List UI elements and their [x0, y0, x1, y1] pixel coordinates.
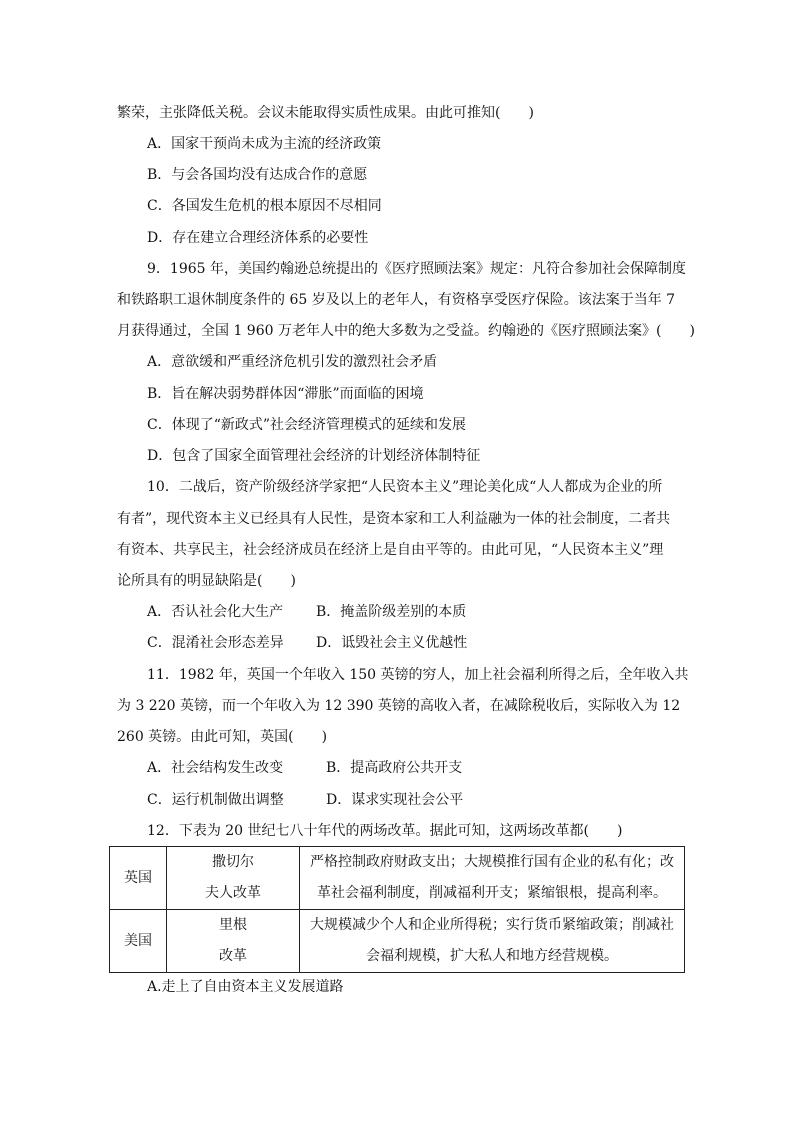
table-cell-country: 美国	[110, 910, 167, 973]
table-cell-content: 严格控制政府财政支出；大规模推行国有企业的私有化；改 革社会福利制度，削减福利开支；紧缩银根，提高利率。	[300, 847, 685, 910]
table-cell-reform: 撒切尔 夫人改革	[167, 847, 300, 910]
q11-stem-line-2: 为 3 220 英镑，而一个年收入为 12 390 英镑的高收入者，在减除税收后，实际收入为 12	[117, 698, 681, 714]
q11-stem-line-1: 11．1982 年，英国一个年收入 150 英镑的穷人，加上社会福利所得之后，全年收入共	[147, 667, 689, 683]
q10-stem-line-1: 10．二战后，资产阶级经济学家把“人民资本主义”理论美化成“人人都成为企业的所	[147, 479, 663, 495]
q10-option-b[interactable]: B．掩盖阶级差别的本质	[316, 604, 467, 620]
q8-option-a[interactable]: A．国家干预尚未成为主流的经济政策	[147, 136, 382, 152]
q10-stem-line-2: 有者”，现代资本主义已经具有人民性，是资本家和工人利益融为一体的社会制度，二者共	[117, 511, 671, 527]
q11-option-b[interactable]: B．提高政府公共开支	[326, 760, 463, 776]
table-cell-content: 大规模减少个人和企业所得税；实行货币紧缩政策；削减社 会福利规模，扩大私人和地方经营规模。	[300, 910, 685, 973]
q9-stem-line-2: 和铁路职工退休制度条件的 65 岁及以上的老年人，有资格享受医疗保险。该法案于当年 7	[117, 292, 676, 308]
q10-option-a[interactable]: A．否认社会化大生产	[147, 604, 284, 620]
table-row	[110, 910, 685, 973]
q9-option-c[interactable]: C．体现了“新政式”社会经济管理模式的延续和发展	[147, 417, 467, 433]
q8-option-b[interactable]: B．与会各国均没有达成合作的意愿	[147, 167, 368, 183]
q10-option-d[interactable]: D．诋毁社会主义优越性	[316, 635, 468, 651]
q8-option-c[interactable]: C．各国发生危机的根本原因不尽相同	[147, 198, 382, 214]
q12-option-a[interactable]: A.走上了自由资本主义发展道路	[147, 979, 344, 995]
q9-option-a[interactable]: A．意欲缓和严重经济危机引发的激烈社会矛盾	[147, 354, 438, 370]
q12-stem: 12．下表为 20 世纪七八十年代的两场改革。据此可知，这两场改革都( )	[147, 823, 623, 839]
table-row	[110, 847, 685, 910]
q11-stem-line-3: 260 英镑。由此可知，英国( )	[117, 729, 328, 745]
q11-option-c[interactable]: C．运行机制做出调整	[147, 792, 284, 808]
table-cell-reform: 里根 改革	[167, 910, 300, 973]
table-cell-country: 英国	[110, 847, 167, 910]
q10-option-c[interactable]: C．混淆社会形态差异	[147, 635, 284, 651]
q8-option-d[interactable]: D．存在建立合理经济体系的必要性	[147, 230, 369, 246]
q10-stem-line-3: 有资本、共享民主，社会经济成员在经济上是自由平等的。由此可见，“人民资本主义”理	[117, 542, 664, 558]
reform-table	[109, 846, 685, 973]
q9-stem-line-3: 月获得通过，全国 1 960 万老年人中的绝大多数为之受益。约翰逊的《医疗照顾法案》( )	[117, 323, 695, 339]
q11-option-d[interactable]: D．谋求实现社会公平	[326, 792, 464, 808]
q10-stem-line-4: 论所具有的明显缺陷是( )	[117, 573, 296, 589]
q9-option-b[interactable]: B．旨在解决弱势群体因“滞胀”而面临的困境	[147, 386, 424, 402]
q9-option-d[interactable]: D．包含了国家全面管理社会经济的计划经济体制特征	[147, 448, 481, 464]
q11-option-a[interactable]: A．社会结构发生改变	[147, 760, 284, 776]
q8-stem: 繁荣，主张降低关税。会议未能取得实质性成果。由此可推知( )	[117, 105, 534, 121]
q9-stem-line-1: 9．1965 年，美国约翰逊总统提出的《医疗照顾法案》规定：凡符合参加社会保障制度	[147, 261, 686, 277]
